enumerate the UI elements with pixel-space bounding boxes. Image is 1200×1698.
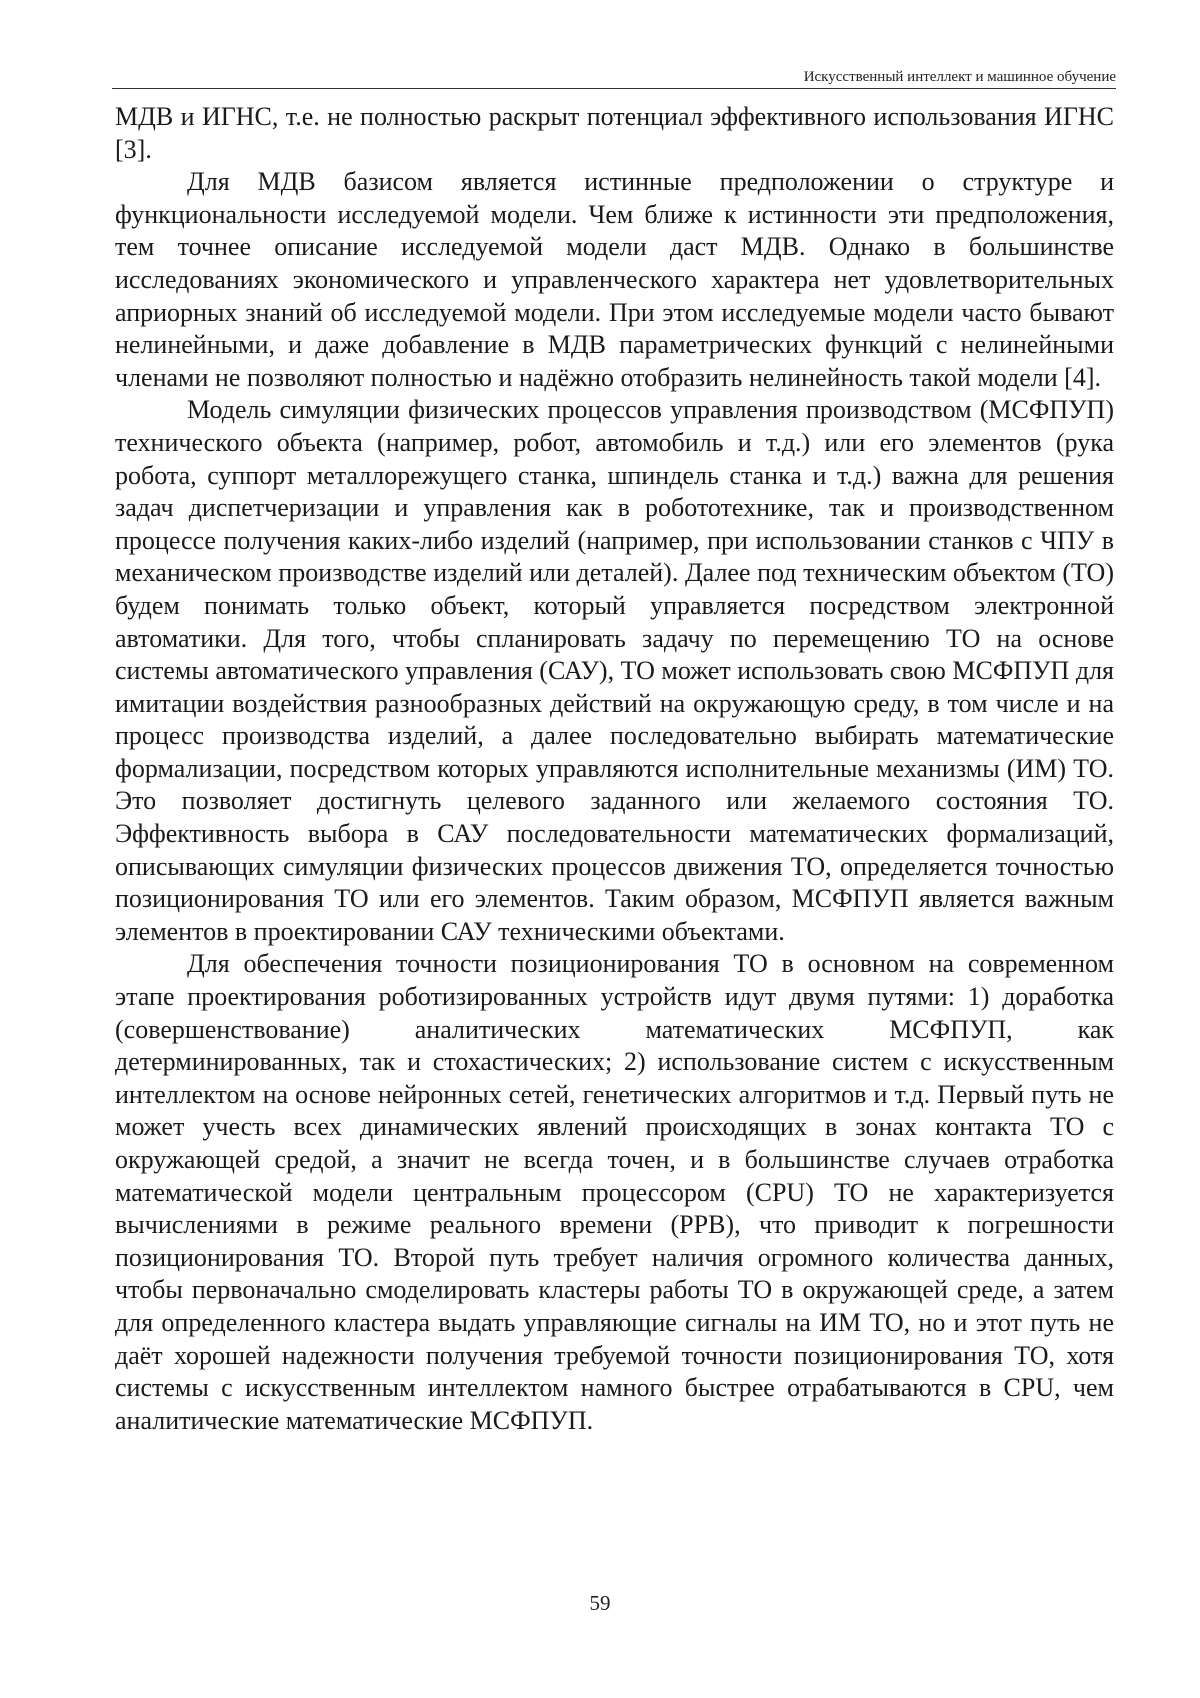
header-rule [112,88,1116,89]
paragraph-msfpup-model: Модель симуляции физических процессов управления производством (МСФПУП) технического объекта (например, робот, автомобиль и т.д.) или его элементов (рука робота, суппорт металлорежущего станка, шпиндель станка и т.д.) важна для решения задач диспетчеризации и управления как в робототехнике, так и производственном процессе получения каких-либо изделий (например, при использовании станков с ЧПУ в механическом производстве изделий или деталей). Далее под техническим объектом (ТО) будем понимать только объект, который управляется посредством электронной автоматики. Для того, чтобы спланировать задачу по перемещению ТО на основе системы автоматического управления (САУ), ТО может использовать свою МСФПУП для имитации воздействия разнообразных действий на окружающую среду, в том числе и на процесс производства изделий, а далее последовательно выбирать математические формализации, посредством которых управляются исполнительные механизмы (ИМ) ТО. Это позволяет достигнуть целевого заданного или желаемого состояния ТО. Эффективность выбора в САУ последовательности математических формализаций, описывающих симуляции физических процессов движения ТО, определяется точностью позиционирования ТО или его элементов. Таким образом, МСФПУП является важным элементов в проектировании САУ техническими объектами. [115,394,1114,948]
paragraph-mdv-basis: Для МДВ базисом является истинные предположении о структуре и функциональности исследуемой модели. Чем ближе к истинности эти предположения, тем точнее описание исследуемой модели даст МДВ. Однако в большинстве исследованиях экономического и управленческого характера нет удовлетворительных априорных знаний об исследуемой модели. При этом исследуемые модели часто бывают нелинейными, и даже добавление в МДВ параметрических функций с нелинейными членами не позволяют полностью и надёжно отобразить нелинейность такой модели [4]. [115,166,1114,394]
document-page [0,0,1200,1698]
running-header: Искусственный интеллект и машинное обучение [112,68,1116,86]
body-text [115,101,1114,1437]
paragraph-positioning-accuracy: Для обеспечения точности позиционирования ТО в основном на современном этапе проектирования роботизированных устройств идут двумя путями: 1) доработка (совершенствование) аналитических математических МСФПУП, как детерминированных, так и стохастических; 2) использование систем с искусственным интеллектом на основе нейронных сетей, генетических алгоритмов и т.д. Первый путь не может учесть всех динамических явлений происходящих в зонах контакта ТО с окружающей средой, а значит не всегда точен, и в большинстве случаев отработка математической модели центральным процессором (CPU) ТО не характеризуется вычислениями в режиме реального времени (РРВ), что приводит к погрешности позиционирования ТО. Второй путь требует наличия огромного количества данных, чтобы первоначально смоделировать кластеры работы ТО в окружающей среде, а затем для определенного кластера выдать управляющие сигналы на ИМ ТО, но и этот путь не даёт хорошей надежности получения требуемой точности позиционирования ТО, хотя системы с искусственным интеллектом намного быстрее отрабатываются в CPU, чем аналитические математические МСФПУП. [115,948,1114,1437]
page-number: 59 [0,1591,1200,1615]
paragraph-continuation: МДВ и ИГНС, т.е. не полностью раскрыт потенциал эффективного использования ИГНС [3]. [115,101,1114,166]
